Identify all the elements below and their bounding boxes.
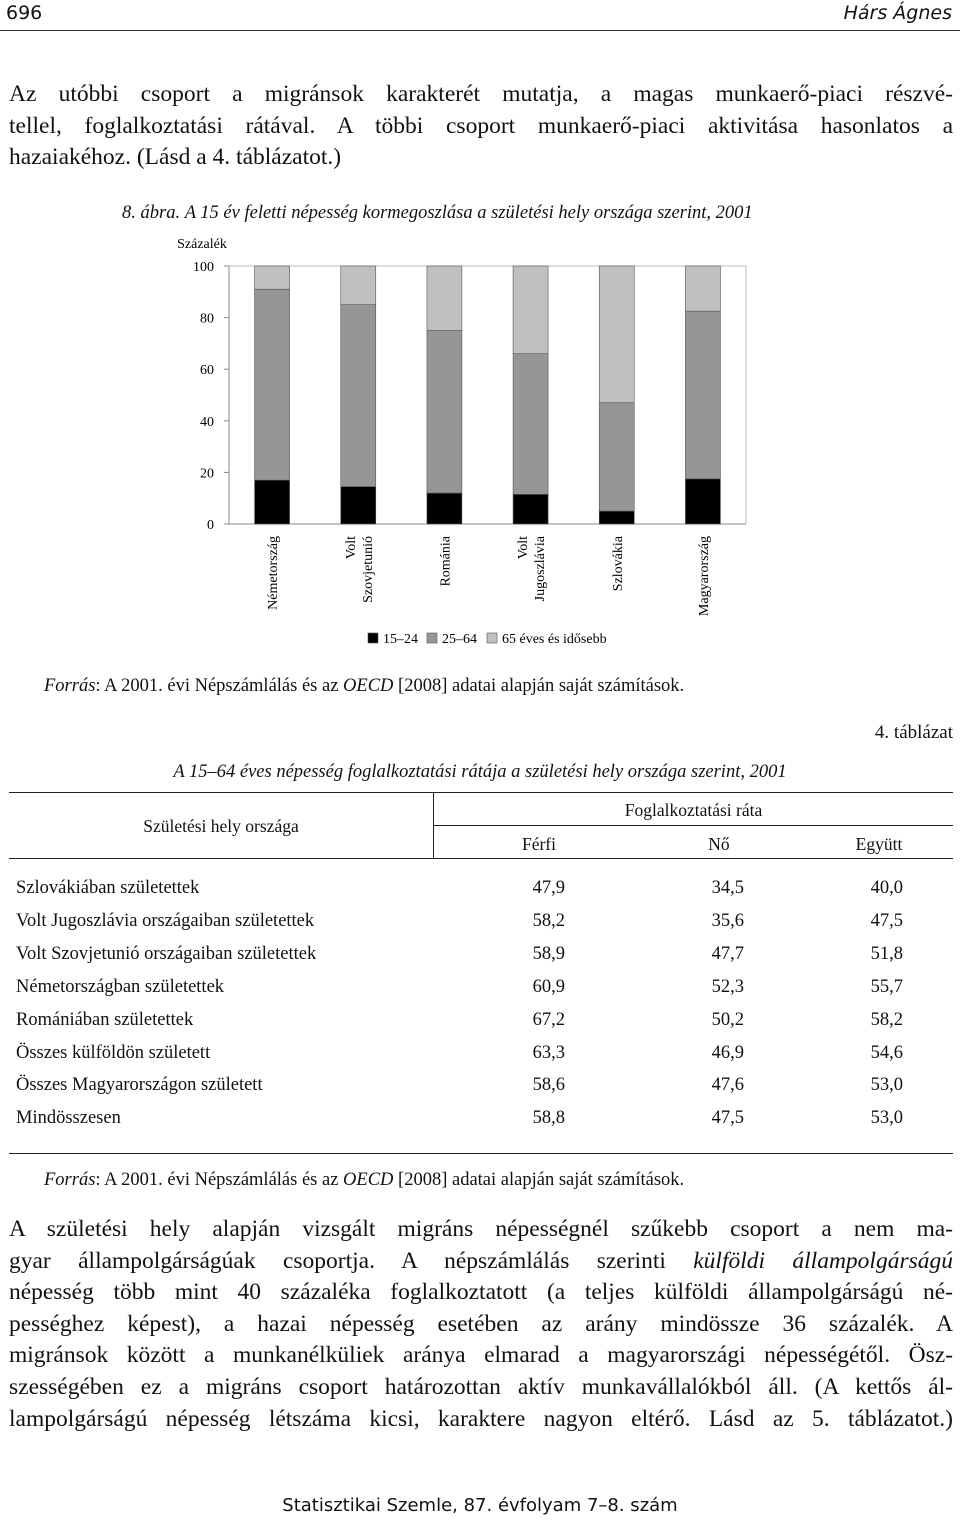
row-label: Mindösszesen — [16, 1108, 121, 1129]
cell-no: 34,5 — [711, 878, 744, 898]
x-tick-label — [344, 536, 376, 603]
bar-segment — [255, 266, 290, 289]
row-label: Összes külföldön született — [16, 1042, 211, 1063]
body-line: népesség több mint 40 százaléka foglalkoztatott (a teljes külföldi állampolgárságú né- — [9, 1279, 953, 1306]
cell-egyutt: 53,0 — [870, 1108, 903, 1129]
body-line: migránsok között a munkanélküliek aránya elmarad a magyarországi népességétől. Ösz- — [9, 1342, 953, 1369]
body-line: A születési hely alapján vizsgált migráns népességnél szűkebb csoport a nem ma- — [9, 1216, 953, 1242]
x-tick-label-line: Szovjetunió — [360, 536, 376, 603]
x-tick-label-line: Volt — [516, 536, 532, 560]
body-line-text: gyar állampolgárságúak csoportja. A népszámlálás szerinti — [9, 1247, 694, 1274]
y-tick-label: 100 — [193, 260, 214, 275]
cell-ferfi: 47,9 — [532, 878, 565, 898]
y-tick-label: 80 — [200, 311, 214, 327]
cell-ferfi: 60,9 — [532, 976, 565, 997]
x-tick-label — [438, 535, 453, 586]
source-text: : A 2001. évi Népszámlálás és az — [95, 1170, 344, 1190]
source-org: OECD — [343, 676, 394, 696]
table-source — [44, 1170, 684, 1191]
bar-segment — [255, 480, 290, 524]
y-tick-label: 60 — [200, 363, 214, 379]
figure-source — [44, 676, 684, 697]
bar-segment — [341, 487, 376, 524]
figure-caption — [122, 203, 753, 224]
bar-segment — [513, 354, 548, 495]
table-row — [9, 1075, 953, 1107]
cell-no: 50,2 — [711, 1009, 744, 1030]
bar-segment — [599, 403, 634, 511]
chart-legend — [368, 632, 607, 647]
legend-swatch — [487, 633, 497, 643]
x-tick-label-line: Magyarország — [696, 536, 712, 617]
legend-swatch — [427, 633, 437, 643]
figure-title: A 15 év feletti népesség kormegoszlása a születési hely országa szerint, 2001 — [184, 203, 753, 223]
intro-paragraph — [9, 79, 953, 174]
table-header-rule — [9, 858, 953, 859]
intro-line: hazaiakéhoz. (Lásd a 4. táblázatot.) — [9, 144, 342, 171]
y-tick-label: 0 — [207, 518, 214, 533]
body-line: szességében ez a migráns csoport határozottan aktív munkavállalókból áll. (A kettős ál- — [9, 1373, 953, 1400]
row-label: Volt Jugoszlávia országaiban születettek — [16, 910, 315, 931]
bar-segment — [427, 266, 462, 331]
row-label: Németországban születettek — [16, 976, 225, 997]
cell-ferfi: 63,3 — [532, 1042, 565, 1063]
cell-ferfi: 58,2 — [532, 910, 565, 931]
bar-segment — [685, 266, 720, 311]
table-row — [9, 1043, 953, 1075]
bar-segment — [341, 266, 376, 305]
body-line — [9, 1246, 953, 1278]
column-header-ferfi: Férfi — [521, 834, 557, 854]
cell-no: 46,9 — [711, 1042, 744, 1063]
column-header-no: Nő — [708, 834, 730, 854]
y-tick-label: 40 — [200, 414, 214, 430]
bar-segment — [341, 305, 376, 487]
stacked-bar-chart — [0, 228, 960, 658]
cell-egyutt: 55,7 — [870, 976, 903, 997]
bar-segment — [513, 266, 548, 354]
cell-egyutt: 53,0 — [870, 1075, 903, 1096]
table-top-rule — [9, 792, 953, 793]
table-bottom-rule — [9, 1153, 953, 1154]
row-label: Szlovákiában születettek — [16, 878, 200, 898]
y-axis-title: Százalék — [177, 237, 227, 252]
source-text-end: [2008] adatai alapján saját számítások. — [393, 1170, 685, 1190]
x-tick-label-line: Szlovákia — [610, 536, 626, 592]
bar-segment — [599, 511, 634, 524]
row-label: Volt Szovjetunió országaiban születettek — [16, 943, 317, 964]
table-row — [9, 911, 953, 943]
y-axis — [193, 260, 229, 533]
body-line: lampolgárságú népesség létszáma kicsi, karaktere nagyon eltérő. Lásd az 5. táblázatot.) — [9, 1405, 953, 1432]
bar-segment — [255, 289, 290, 480]
table-row — [9, 878, 953, 910]
legend-label: 15–24 — [383, 632, 418, 647]
x-tick-label — [266, 536, 281, 610]
x-tick-label — [611, 535, 626, 591]
source-label: Forrás — [44, 676, 96, 696]
intro-line: tellel, foglalkoztatási rátával. A többi csoport munkaerő-piaci aktivitása hasonlatos a — [9, 112, 953, 139]
source-text-end: [2008] adatai alapján saját számítások. — [393, 676, 685, 696]
table-number: 4. táblázat — [874, 722, 953, 743]
cell-egyutt: 58,2 — [870, 1009, 903, 1030]
source-text: : A 2001. évi Népszámlálás és az — [95, 676, 344, 696]
cell-egyutt: 54,6 — [870, 1042, 903, 1063]
x-tick-label — [516, 535, 548, 601]
x-tick-label-line: Volt — [343, 536, 359, 560]
bar-segment — [427, 493, 462, 524]
table-row — [9, 1108, 953, 1140]
table-row — [9, 1010, 953, 1042]
cell-ferfi: 58,8 — [532, 1108, 565, 1129]
table-title: A 15–64 éves népesség foglalkoztatási rátája a születési hely országa szerint, 2001 — [173, 762, 787, 782]
cell-egyutt: 51,8 — [870, 943, 903, 964]
row-label: Romániában születettek — [16, 1009, 194, 1030]
cell-no: 47,5 — [711, 1108, 744, 1129]
column-group-header: Foglalkoztatási ráta — [624, 800, 763, 820]
body-line: pességhez képest), a hazai népesség esetében az arány mindössze 36 százalék. A — [9, 1310, 953, 1337]
x-tick-label — [697, 536, 712, 616]
author-name: Hárs Ágnes — [843, 2, 952, 24]
cell-ferfi: 58,9 — [532, 943, 565, 964]
source-label: Forrás — [44, 1170, 96, 1190]
cell-egyutt: 40,0 — [870, 878, 903, 898]
cell-no: 47,7 — [711, 943, 744, 964]
page-number: 696 — [6, 2, 43, 24]
column-header-country: Születési hely országa — [143, 816, 299, 836]
table-group-rule — [434, 825, 953, 826]
intro-line: Az utóbbi csoport a migránsok karakterét mutatja, a magas munkaerő-piaci részvé- — [9, 81, 953, 107]
legend-swatch — [368, 633, 378, 643]
cell-no: 35,6 — [711, 910, 744, 931]
journal-footer: Statisztikai Szemle, 87. évfolyam 7–8. szám — [282, 1495, 678, 1516]
cell-no: 52,3 — [711, 976, 744, 997]
cell-ferfi: 58,6 — [532, 1075, 565, 1096]
legend-label: 65 éves és idősebb — [502, 632, 607, 647]
table-row — [9, 944, 953, 976]
x-tick-label-line: Németország — [266, 536, 282, 610]
bar-segment — [513, 494, 548, 524]
x-tick-label-line: Románia — [438, 536, 454, 587]
legend-label: 25–64 — [442, 632, 477, 647]
cell-ferfi: 67,2 — [532, 1009, 565, 1030]
x-axis-labels — [266, 535, 712, 616]
figure-number: 8. ábra. — [122, 203, 181, 223]
bar-segment — [427, 331, 462, 494]
column-header-egyutt: Együtt — [855, 834, 903, 854]
body-paragraph — [9, 1214, 953, 1435]
body-line-italic: külföldi állampolgárságú — [693, 1247, 953, 1274]
cell-egyutt: 47,5 — [870, 910, 903, 931]
y-tick-label: 20 — [200, 466, 214, 482]
table-row — [9, 977, 953, 1009]
bar-segment — [599, 266, 634, 403]
bar-segment — [685, 479, 720, 524]
row-label: Összes Magyarországon született — [16, 1075, 263, 1096]
x-tick-label-line: Jugoszlávia — [533, 536, 549, 602]
plot-area — [229, 266, 746, 524]
cell-no: 47,6 — [711, 1075, 744, 1096]
source-org: OECD — [343, 1170, 394, 1190]
running-header — [0, 0, 960, 31]
bar-segment — [685, 311, 720, 479]
